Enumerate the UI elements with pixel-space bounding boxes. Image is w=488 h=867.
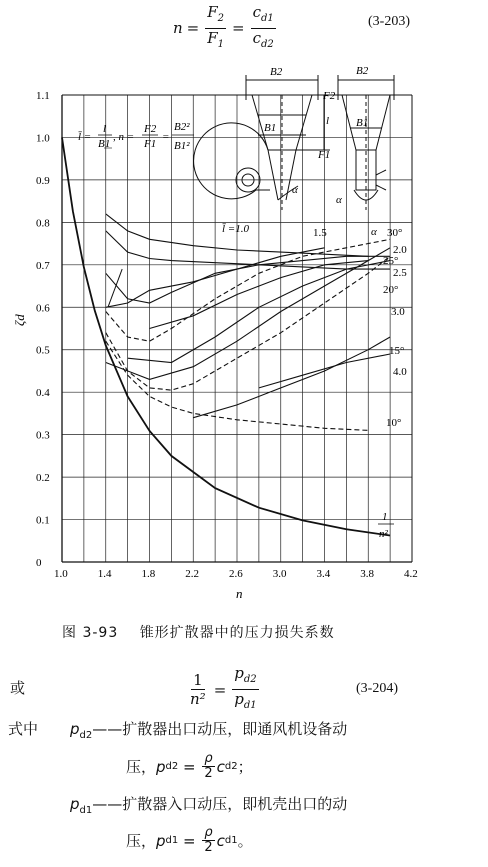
y-tick-label: 1.0 — [36, 132, 50, 145]
x-tick-label: 1.4 — [97, 568, 112, 580]
loss-coefficient-chart — [0, 50, 488, 610]
y-tick-label: 0.9 — [36, 174, 50, 187]
x-axis-label: n — [236, 586, 243, 601]
label-alpha: α — [371, 226, 377, 238]
figure-title: 锥形扩散器中的压力损失系数 — [139, 625, 335, 641]
y-tick-label: 1.1 — [36, 90, 50, 102]
eq2-prefix: 或 — [10, 679, 26, 697]
y-tick-label: 0.6 — [36, 302, 50, 315]
series-curve-2 — [106, 256, 390, 390]
y-tick-label: 0.8 — [36, 217, 50, 230]
y-tick-label: 0.1 — [36, 514, 50, 527]
x-tick-label: 3.8 — [360, 568, 374, 580]
y-tick-label: 0.2 — [36, 472, 50, 485]
x-tick-label: 4.2 — [404, 568, 418, 580]
svg-text:=: = — [162, 131, 170, 143]
y-tick-label: 0 — [36, 557, 42, 569]
label-inv-den: n² — [379, 528, 388, 540]
y-tick-label: 0.3 — [36, 429, 50, 442]
where-label: 式中 — [8, 720, 39, 738]
svg-text:, n =: , n = — [113, 131, 135, 143]
label-30deg: 30° — [387, 227, 403, 239]
annotation-arrow — [108, 269, 122, 307]
eq-fraction-c: $\frac{c_{d1}}{c_{d2}}$ — [252, 2, 274, 50]
equation-3-203: n = $\frac{F_2}{F_1}$ = $\frac{c_{d1}}{c_{d2}}$ — [173, 6, 278, 50]
figure-caption — [62, 622, 335, 642]
svg-text:B2: B2 — [356, 65, 369, 77]
label-inv-num: 1 — [382, 511, 388, 523]
eq2-fraction-1: $\frac{1}{\text{n²}}$ — [190, 671, 206, 708]
label-25deg: 25° — [383, 255, 399, 267]
svg-text:B1: B1 — [356, 117, 369, 129]
chart-grid — [62, 95, 412, 562]
eq-lhs: n — [173, 19, 183, 37]
label-l-4-0: 4.0 — [393, 366, 407, 378]
x-tick-label: 1.8 — [141, 568, 156, 580]
svg-text:F1: F1 — [144, 138, 157, 150]
label-l-3-0: 3.0 — [391, 306, 405, 318]
label-l-1-0: l̄ =1.0 — [222, 223, 249, 235]
equation-3-204: $\frac{1}{\text{n²}}$ = $\frac{p_{d2}}{p_{d1}}$ — [186, 664, 261, 715]
eq2-fraction-p: $\frac{p_{d2}}{p_{d1}}$ — [234, 664, 257, 711]
equation-number-3-203: (3-203) — [368, 14, 410, 29]
svg-text:α: α — [336, 194, 342, 206]
label-10deg: 10° — [386, 417, 402, 429]
svg-text:B1²: B1² — [174, 140, 190, 152]
svg-text:B2: B2 — [270, 66, 283, 78]
y-tick-label: 0.5 — [36, 344, 50, 357]
label-l-2-0: 2.0 — [393, 244, 407, 256]
label-l-1-5: 1.5 — [313, 227, 327, 239]
x-tick-label: 2.6 — [229, 568, 243, 580]
def-pd1: $p_{d1}——$扩散器入口动压，即机壳出口的动 — [70, 795, 348, 816]
equation-number-3-204: (3-204) — [356, 681, 398, 696]
chart-ticks — [36, 90, 418, 580]
definition-annotation — [78, 121, 194, 152]
svg-text:F2: F2 — [144, 123, 157, 135]
def-pd1-eq: 压， p d1 = $\frac{\rho}{2}$ c d1 。 — [126, 825, 253, 855]
svg-text:B1: B1 — [98, 138, 111, 150]
def-pd2-eq: 压， p d2 = $\frac{\rho}{2}$ c d2 ； — [126, 751, 253, 781]
y-tick-label: 0.4 — [36, 387, 50, 400]
y-axis-label: ζd — [12, 314, 27, 326]
figure-number: 图 3-93 — [62, 625, 119, 641]
x-tick-label: 3.0 — [272, 568, 287, 580]
eq-fraction-F: $\frac{F_2}{F_1}$ — [207, 2, 225, 50]
svg-text:F2: F2 — [323, 90, 336, 102]
x-tick-label: 1.0 — [54, 568, 68, 580]
x-tick-label: 2.2 — [185, 568, 199, 580]
label-l-2-5: 2.5 — [393, 267, 407, 279]
def-pd2: $p_{d2}——$扩散器出口动压，即通风机设备动 — [70, 720, 348, 741]
svg-text:l̄ =: l̄ = — [78, 131, 92, 143]
label-15deg: 15° — [389, 345, 405, 357]
svg-text:l: l — [103, 123, 107, 135]
svg-text:l: l — [326, 115, 330, 127]
svg-text:B1: B1 — [264, 122, 277, 134]
label-20deg: 20° — [383, 284, 399, 296]
y-tick-label: 0.7 — [36, 259, 50, 272]
curve-labels — [222, 223, 407, 540]
x-tick-label: 3.4 — [316, 568, 331, 580]
svg-text:F1: F1 — [318, 149, 331, 161]
svg-text:α: α — [292, 184, 298, 196]
svg-text:B2²: B2² — [174, 121, 190, 133]
